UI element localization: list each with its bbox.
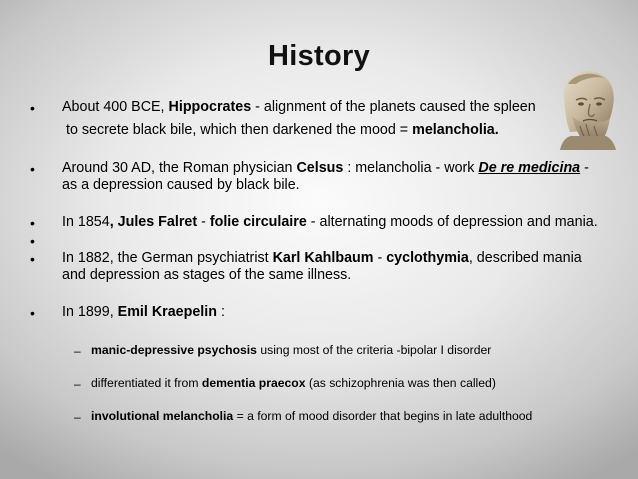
sub-bullet-1 [91,343,491,358]
text-run: - alignment of the planets caused the spleen [251,99,536,115]
bullet-1-line-2 [66,122,618,139]
manic-depressive-psychosis-term: manic-depressive psychosis [91,343,257,357]
cyclothymia-term: cyclothymia [386,250,469,266]
text-run: - [197,214,210,230]
text-run: In 1882, the German psychiatrist [62,250,273,266]
karl-kahlbaum-name: Karl Kahlbaum [272,250,374,266]
hippocrates-name: Hippocrates [168,99,252,115]
bullet-marker: • [30,100,35,116]
bullet-3-line-1 [62,214,618,231]
sub-bullet-3 [91,409,532,424]
bullet-1-line-1 [62,99,618,116]
sub-bullet-2 [91,376,496,391]
dash-marker: – [74,344,81,358]
text-run: (as schizophrenia was then called) [305,376,496,390]
text-run: : melancholia - work [343,160,479,176]
text-run: - [580,160,589,176]
text-run: differentiated it from [91,376,202,390]
text-run: - alternating moods of depression and mania. [306,214,598,230]
bullet-marker: • [30,305,35,321]
text-run: = a form of mood disorder that begins in late adulthood [233,409,533,423]
folie-circulaire-term: folie circulaire [209,214,307,230]
dash-marker: – [74,410,81,424]
text-run: In 1854 [62,214,110,230]
dementia-praecox-term: dementia praecox [201,376,306,390]
bullet-2-line-1 [62,160,618,177]
text-run: , described mania [468,250,582,266]
celsus-name: Celsus [296,160,344,176]
text-run: to secrete black bile, which then darkened the mood = [66,122,413,138]
emil-kraepelin-name: Emil Kraepelin [117,304,217,320]
jules-falret-name: , Jules Falret [109,214,198,230]
text-run: Around 30 AD, the Roman physician [62,160,297,176]
bullet-5-line-1 [62,304,618,321]
text-run: : [216,304,225,320]
bullet-2-line-2: as a depression caused by black bile. [62,177,300,193]
bullet-4-line-2: and depression as stages of the same illness. [62,267,352,283]
text-run: using most of the criteria -bipolar I disorder [256,343,492,357]
text-run: In 1899, [62,304,118,320]
text-run: About 400 BCE, [62,99,169,115]
bullet-marker: • [30,251,35,267]
bullet-marker-empty: • [30,233,35,249]
melancholia-term: melancholia. [412,122,499,138]
slide-title: History [267,40,370,72]
de-re-medicina-title: De re medicina [478,160,581,176]
involutional-melancholia-term: involutional melancholia [91,409,234,423]
bullet-marker: • [30,161,35,177]
dash-marker: – [74,377,81,391]
bullet-marker: • [30,215,35,231]
text-run: - [373,250,387,266]
bullet-4-line-1 [62,250,618,267]
